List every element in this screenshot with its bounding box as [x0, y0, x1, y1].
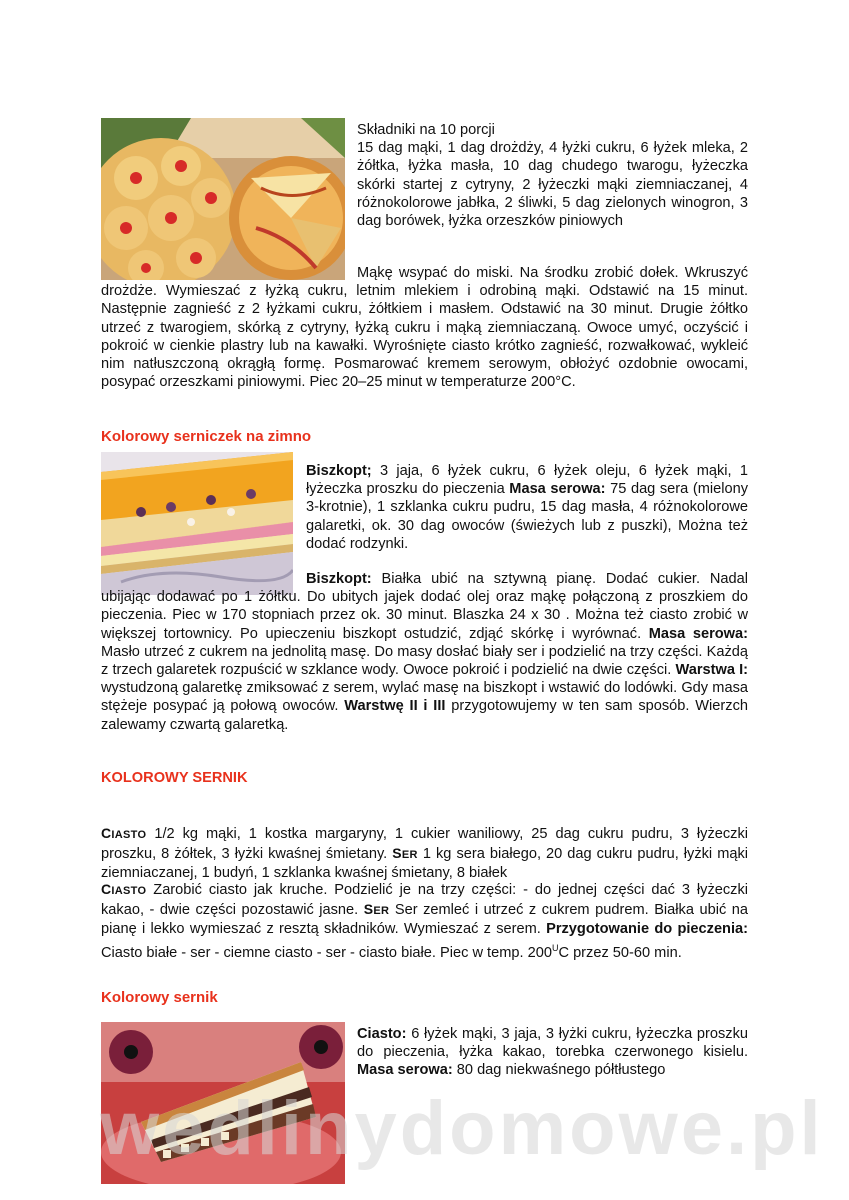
ser-method-text: Ser zemleć i utrzeć z cukrem pudrem. Białka ubić na pianę i lekko wymieszać z resztą składników. Wymieszać z serem. — [101, 902, 749, 938]
ingredients-heading: Składniki na 10 porcji — [357, 122, 495, 138]
recipe2-method-block — [101, 570, 748, 734]
recipe4-masa-label: Masa serowa: — [357, 1062, 453, 1079]
fruit-tart-photo — [101, 118, 345, 280]
recipe4-ciasto-text: 6 łyżek mąki, 3 jaja, 3 łyżki cukru, łyżeczka proszku do pieczenia, łyżka kakao, torebka czerwonego kisielu. — [357, 1026, 748, 1061]
warstwa1-label: Warstwa I: — [675, 662, 749, 679]
masa-label: Masa serowa: — [509, 481, 606, 498]
recipe4-masa-text: 80 dag niekwaśnego półtłustego — [456, 1062, 666, 1079]
step-biszkopt-text: Białka ubić na sztywną pianę. Dodać cukier. Nadal ubijając dodawać po 1 żółtku. Do ubitych jajek dodać olej oraz mąkę połączoną z proszkiem do pieczenia. Piec w 170 stopniach przez ok. 30 minut. Blaszka 24 x 30 . Można też ciasto zrobić w większej tortownicy. Po upieczeniu biszkopt ostudzić, zdjąć skórkę i wyrównać. — [101, 571, 748, 642]
recipe2-ingredients-block — [306, 462, 748, 553]
ciasto-method-text: Zarobić ciasto jak kruche. Podzielić je na trzy części: - do jednej części dać 3 łyżeczki kakao, - dwie części pozostawić jasne. — [101, 882, 748, 919]
masa-ingredients: 75 dag sera (mielony 3-krotnie), 1 szklanka cukru pudru, 15 dag masła, 4 różnokolorowe galaretki, ok. 30 dag owoców (świeżych lub z puszki), Można też dodać rodzynki. — [306, 481, 749, 552]
ser-label: SER — [392, 845, 418, 862]
temp-unit: U — [551, 942, 559, 953]
recipe3-ingredients-block — [101, 824, 748, 883]
recipe4-title: Kolorowy sernik — [101, 989, 218, 1006]
recipe3-title: KOLOROWY SERNIK — [101, 770, 248, 786]
prep-label: Przygotowanie do pieczenia: — [546, 921, 748, 938]
ser-ingredients: 1 kg sera białego, 20 dag cukru pudru, łyżki mąki ziemniaczanej, 1 budyń, 1 szklanka kwaśnej śmietany, 8 białek — [101, 846, 749, 882]
prep-text: Ciasto białe - ser - ciemne ciasto - ser - ciasto białe. Piec w temp. 200 — [101, 944, 552, 961]
recipe4-ingredients-block — [357, 1025, 748, 1080]
step-masa-label: Masa serowa: — [648, 625, 748, 642]
warstwa1-text: wystudzoną galaretkę zmiksować z serem, wylać masę na biszkopt i wstawić do lodówki. Gdy masa stężeje posypać ją połową owoców. — [101, 680, 748, 715]
step-biszkopt-label: Biszkopt: — [306, 571, 372, 587]
recipe1-method-block — [101, 264, 748, 391]
method-text: Mąkę wsypać do miski. Na środku zrobić dołek. Wkruszyć drożdże. Wymieszać z łyżką cukru, letnim mlekiem i odrobiną mąki. Odstawić na 15 minut. Następnie zagnieść z 2 łyżkami cukru, żółtkiem i masłem. Odstawić na 30 minut. Drugie żółtko utrzeć z twarogiem, skórką z cytryny, łyżką cukru i mąką ziemniaczaną. Owoce umyć, oczyścić i pokroić w cienkie plastry lub na kawałki. Wyrośnięte ciasto krótko zagnieść, rozwałkować, wykleić nim natłuszczoną okrągłą formę. Posmarować kremem serowym, obłożyć ozdobnie owocami, posypać orzeszkami piniowymi. Piec 20–25 minut w temperaturze 200°C. — [101, 265, 748, 391]
biszkopt-label: Biszkopt; — [306, 463, 372, 479]
recipe2-title: Kolorowy serniczek na zimno — [101, 428, 312, 445]
temp-suffix: C przez 50-60 min. — [558, 944, 682, 961]
ciasto-method-label: CIASTO — [101, 881, 147, 897]
ser-method-label: SER — [363, 901, 390, 918]
recipe4-ciasto-label: Ciasto: — [357, 1026, 407, 1042]
ingredients-list: 15 dag mąki, 1 dag drożdży, 4 łyżki cukru, 6 łyżek mleka, 2 żółtka, łyżka masła, 10 dag chudego twarogu, łyżeczka skórki startej z cytryny, 2 łyżeczki mąki ziemniaczanej, 4 różnokolorowe jabłka, 2 śliwki, 5 dag zielonych winogron, 3 dag borówek, łyżka orzeszków piniowych — [357, 140, 748, 230]
warstwa23-text: przygotowujemy w ten sam sposób. Wierzch zalewamy czwartą galaretką. — [101, 698, 748, 733]
recipe1-ingredients-block — [357, 121, 748, 230]
recipe3-method-block — [101, 880, 748, 962]
warstwa23-label: Warstwę II i III — [344, 698, 446, 715]
ciasto-ingredients: 1/2 kg mąki, 1 kostka margaryny, 1 cukier waniliowy, 25 dag cukru pudru, 3 łyżeczki proszku, 8 żółtek, 3 łyżki kwaśnej śmietany. — [101, 826, 748, 863]
step-masa-text: Masło utrzeć z cukrem na jednolitą masę. Do masy dosłać biały ser i podzielić na trzy części. Każdą z trzech galaretek rozpuścić w szklance wody. Owoce pokroić i podzielić na dwie części. — [101, 643, 748, 679]
biszkopt-ingredients: 3 jaja, 6 łyżek cukru, 6 łyżek oleju, 6 łyżek mąki, 1 łyżeczka proszku do pieczenia — [306, 463, 748, 498]
ciasto-label: CIASTO — [101, 825, 147, 841]
site-watermark: wedlinydomowe.pl — [100, 1086, 824, 1171]
fruit-tart-illustration — [101, 118, 345, 280]
